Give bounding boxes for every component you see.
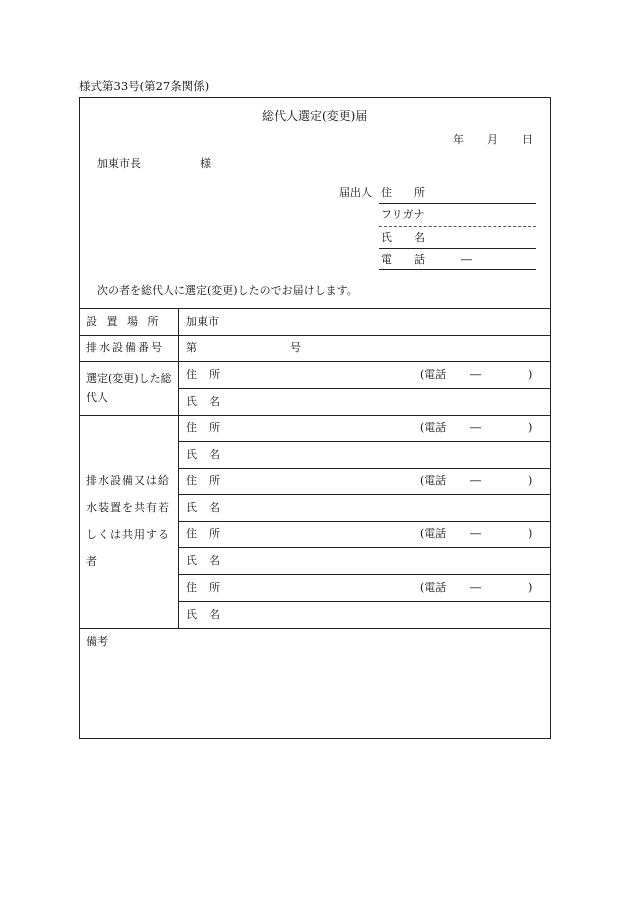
date-month: 月 (487, 133, 498, 146)
applicant-address-label-a: 住 (381, 186, 392, 199)
sharer2-name-label-b: 名 (209, 501, 220, 514)
row-line-s5 (178, 547, 551, 548)
addressee-mayor: 加東市長 (97, 157, 141, 170)
sharer2-phone-open: (電話 (420, 474, 447, 487)
rep-address-label-a: 住 (186, 368, 197, 381)
sharer4-name-label-b: 名 (209, 608, 220, 621)
row-line-s6 (178, 574, 551, 575)
sharer3-phone-open: (電話 (420, 527, 447, 540)
sharer1-name-label-b: 名 (209, 448, 220, 461)
sharer3-name-label-b: 名 (209, 554, 220, 567)
applicant-name-line[interactable] (379, 248, 536, 249)
table-top-line (79, 308, 551, 309)
location-value[interactable]: 加東市 (186, 315, 219, 328)
sharer2-name-label-a: 氏 (186, 501, 197, 514)
sharer3-phone-dash: ― (470, 527, 481, 540)
row-line-s7 (178, 601, 551, 602)
sharer1-phone-dash: ― (470, 421, 481, 434)
statement: 次の者を総代人に選定(変更)したのでお届けします。 (97, 284, 358, 297)
sharer3-name-label-a: 氏 (186, 554, 197, 567)
sharer2-phone-dash: ― (470, 474, 481, 487)
sharer3-address-label-b: 所 (209, 527, 220, 540)
row-line-rep-mid (178, 388, 551, 389)
sharer4-name-label-a: 氏 (186, 608, 197, 621)
row-line-1 (79, 335, 551, 336)
row-line-3 (79, 415, 551, 416)
sharer1-address-label-b: 所 (209, 421, 220, 434)
date-year: 年 (453, 133, 464, 146)
rep-address-label-b: 所 (209, 368, 220, 381)
rep-phone-close: ) (528, 368, 533, 381)
applicant-name-label-b: 名 (414, 231, 425, 244)
row-line-s4 (178, 521, 551, 522)
sharer3-address-label-a: 住 (186, 527, 197, 540)
drain-number-dai: 第 (186, 341, 197, 354)
row-line-4 (79, 628, 551, 629)
sharer4-phone-close: ) (528, 581, 533, 594)
sharer2-address-label-b: 所 (209, 474, 220, 487)
location-label: 設 置 場 所 (86, 315, 159, 328)
representative-label: 選定(変更)した総代人 (86, 372, 172, 404)
applicant-label: 届出人 (339, 186, 372, 199)
row-line-s3 (178, 494, 551, 495)
applicant-phone-label-b: 話 (414, 253, 425, 266)
sharer1-phone-close: ) (528, 421, 533, 434)
sharer4-phone-dash: ― (470, 581, 481, 594)
applicant-phone-line[interactable] (379, 269, 536, 270)
remarks-label: 備考 (86, 635, 108, 648)
form-number: 様式第33号(第27条関係) (79, 79, 210, 93)
rep-phone-open: (電話 (420, 368, 447, 381)
applicant-name-label-a: 氏 (381, 231, 392, 244)
sharer1-phone-open: (電話 (420, 421, 447, 434)
sharer1-name-label-a: 氏 (186, 448, 197, 461)
applicant-address-line[interactable] (379, 203, 536, 204)
sharer2-address-label-a: 住 (186, 474, 197, 487)
rep-name-label-a: 氏 (186, 395, 197, 408)
applicant-phone-dash: ― (461, 253, 472, 266)
applicant-furigana-label: フリガナ (381, 208, 425, 221)
form-frame (79, 97, 551, 739)
sharer4-address-label-a: 住 (186, 581, 197, 594)
sharer4-phone-open: (電話 (420, 581, 447, 594)
rep-name-label-b: 名 (209, 395, 220, 408)
sharer2-phone-close: ) (528, 474, 533, 487)
applicant-furigana-line[interactable] (379, 226, 536, 227)
addressee-sama: 様 (200, 157, 211, 170)
row-line-s1 (178, 441, 551, 442)
sharers-label: 排水設備又は給水装置を共有若しくは共用する者 (86, 474, 170, 568)
sharer1-address-label-a: 住 (186, 421, 197, 434)
remarks-area[interactable] (84, 652, 546, 734)
rep-phone-dash: ― (470, 368, 481, 381)
applicant-phone-label-a: 電 (381, 253, 392, 266)
sharer4-address-label-b: 所 (209, 581, 220, 594)
label-column-divider (178, 308, 179, 628)
sharer3-phone-close: ) (528, 527, 533, 540)
drain-number-label: 排水設備番号 (86, 341, 164, 354)
form-title: 総代人選定(変更)届 (262, 109, 368, 123)
applicant-address-label-b: 所 (414, 186, 425, 199)
row-line-s2 (178, 468, 551, 469)
drain-number-go: 号 (290, 341, 301, 354)
date-day: 日 (522, 133, 533, 146)
